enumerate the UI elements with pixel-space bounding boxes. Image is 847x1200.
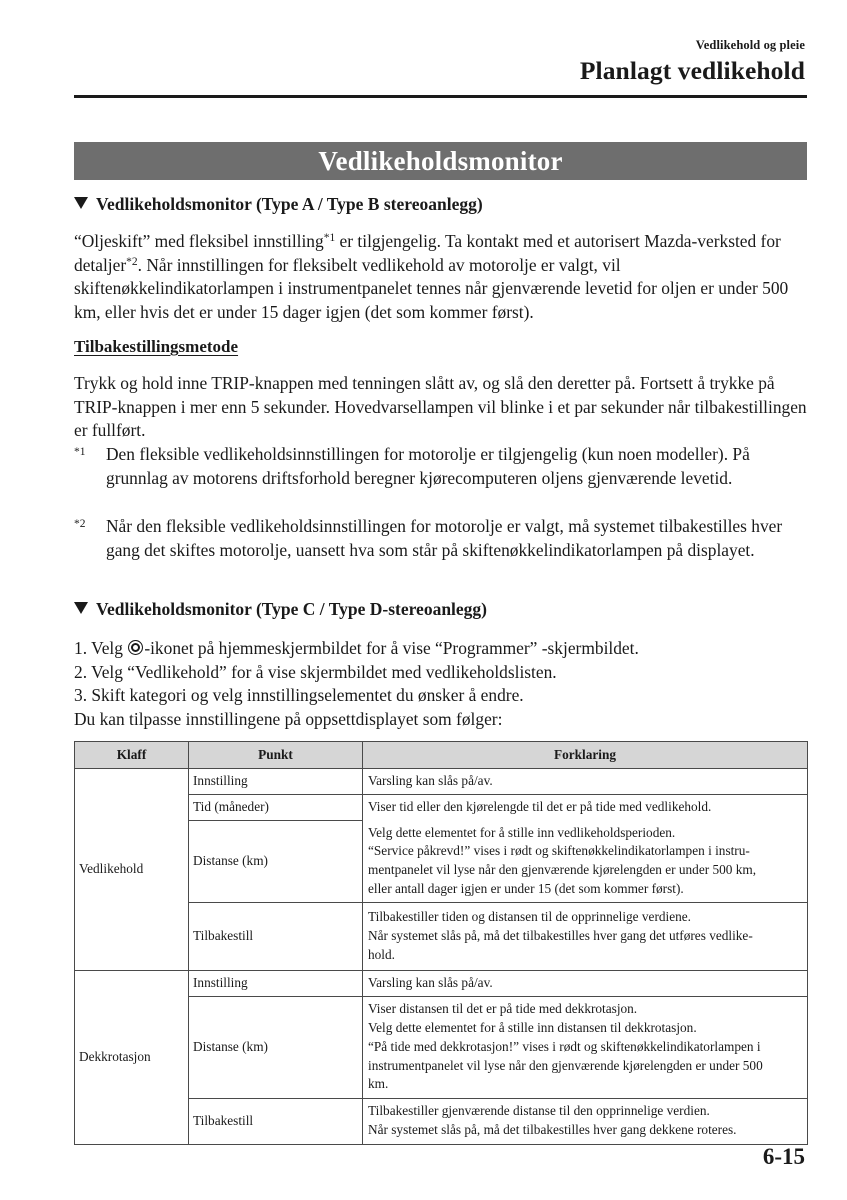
step-3: 3. Skift kategori og velg innstillingselementet du ønsker å endre. xyxy=(74,685,524,705)
section-a-heading xyxy=(74,194,483,215)
step-1-text-a: 1. Velg xyxy=(74,638,128,658)
item-cell: Distanse (km) xyxy=(189,821,363,903)
header-rule xyxy=(74,95,807,98)
explanation-line: Velg dette elementet for å stille inn distansen til dekkrotasjon. xyxy=(368,1019,697,1035)
tab-cell-vedlikehold: Vedlikehold xyxy=(75,769,189,971)
footnote-1-text: Den fleksible vedlikeholdsinnstillingen for motorolje er tilgjengelig (kun noen modeller). På grunnlag av motorens driftsforhold beregner kjørecomputeren oljens gjenværende levetid. xyxy=(106,444,750,488)
col-header-forklaring: Forklaring xyxy=(363,742,808,769)
item-cell: Tilbakestill xyxy=(189,902,363,970)
step-1 xyxy=(74,637,814,661)
intro-part-1: “Oljeskift” med fleksibel innstilling xyxy=(74,231,324,251)
triangle-bullet-icon xyxy=(74,197,88,209)
settings-table xyxy=(74,741,808,1145)
section-a-heading-text: Vedlikeholdsmonitor (Type A / Type B stereoanlegg) xyxy=(96,194,483,214)
explanation-line: Viser distansen til det er på tide med dekkrotasjon. xyxy=(368,1001,638,1017)
table-lead: Du kan tilpasse innstillingene på oppsettdisplayet som følger: xyxy=(74,708,503,729)
explanation-line: Tilbakestiller tiden og distansen til de opprinnelige verdiene. xyxy=(368,908,692,924)
explanation-line: instrumentpanelet vil lyse når den gjenværende kjørelengden er under 500 xyxy=(368,1057,763,1073)
explanation-line: hold. xyxy=(368,946,395,962)
explanation-cell xyxy=(363,769,808,795)
explanation-line: eller antall dager igjen er under 15 (det som kommer først). xyxy=(368,880,684,896)
section-c-heading-text: Vedlikeholdsmonitor (Type C / Type D-stereoanlegg) xyxy=(96,599,488,619)
triangle-bullet-icon xyxy=(74,602,88,614)
footnote-2 xyxy=(74,515,814,562)
explanation-line: Varsling kan slås på/av. xyxy=(368,974,493,990)
page-title: Planlagt vedlikehold xyxy=(579,56,805,85)
footnote-1-mark: *1 xyxy=(74,446,86,458)
explanation-cell xyxy=(363,795,808,821)
reset-text: Trykk og hold inne TRIP-knappen med tenningen slått av, og slå den deretter på. Fortsett å trykke på TRIP-knappen i mer enn 5 sekunder. Hovedvarsellampen vil blinke i et par sekunder når tilbakestillingen er fullført. xyxy=(74,373,807,440)
tab-cell-dekkrotasjon: Dekkrotasjon xyxy=(75,970,189,1144)
footnote-ref-1: *1 xyxy=(323,232,336,244)
step-2: 2. Velg “Vedlikehold” for å vise skjermbildet med vedlikeholdslisten. xyxy=(74,661,557,682)
footnote-ref-2: *2 xyxy=(126,255,138,268)
table-header-row xyxy=(75,742,808,769)
table-row xyxy=(75,970,808,996)
section-banner: Vedlikeholdsmonitor xyxy=(74,142,807,180)
explanation-line: km. xyxy=(368,1076,389,1092)
settings-gear-icon xyxy=(128,640,143,655)
explanation-line: “Service påkrevd!” vises i rødt og skiftenøkkelindikatorlampen i instru- xyxy=(368,843,750,859)
section-c-steps xyxy=(74,637,814,731)
footnote-1 xyxy=(74,443,814,490)
footnote-2-text: Når den fleksible vedlikeholdsinnstillingen for motorolje er valgt, må systemet tilbakestilles hver gang det skiftes motorolje, uansett hva som står på skiftenøkkelindikatorlampen på displayet. xyxy=(106,516,783,560)
section-a-intro xyxy=(74,230,814,324)
item-cell: Tid (måneder) xyxy=(189,795,363,821)
explanation-line: “På tide med dekkrotasjon!” vises i rødt og skiftenøkkelindikatorlampen i xyxy=(368,1038,761,1054)
explanation-cell xyxy=(363,902,808,970)
footnote-2-mark: *2 xyxy=(74,518,86,530)
explanation-line: Tilbakestiller gjenværende distanse til den opprinnelige verdien. xyxy=(368,1103,710,1119)
explanation-cell xyxy=(363,1098,808,1144)
section-c-heading xyxy=(74,599,487,620)
col-header-punkt: Punkt xyxy=(189,742,363,769)
explanation-cell xyxy=(363,821,808,903)
col-header-klaff: Klaff xyxy=(75,742,189,769)
item-cell: Tilbakestill xyxy=(189,1098,363,1144)
explanation-line: mentpanelet vil lyse når den gjenværende kjørelengden er under 500 km, xyxy=(368,862,757,878)
explanation-cell xyxy=(363,970,808,996)
page-number: 6-15 xyxy=(762,1144,805,1169)
explanation-line: Når systemet slås på, må det tilbakestilles hver gang det utføres vedlike- xyxy=(368,927,753,943)
item-cell: Innstilling xyxy=(189,970,363,996)
explanation-line: Varsling kan slås på/av. xyxy=(368,773,493,789)
explanation-cell xyxy=(363,996,808,1098)
header-section: Vedlikehold og pleie xyxy=(695,38,805,52)
intro-part-2: er tilgjengelig. Ta kontakt med et autorisert Mazda-verksted for detaljer xyxy=(74,231,781,275)
explanation-line: Viser tid eller den kjørelengde til det er på tide med vedlikehold. xyxy=(368,799,712,815)
item-cell: Distanse (km) xyxy=(189,996,363,1098)
explanation-line: Når systemet slås på, må det tilbakestilles hver gang dekkene roteres. xyxy=(368,1122,737,1138)
table-row xyxy=(75,769,808,795)
reset-heading: Tilbakestillingsmetode xyxy=(74,337,239,356)
explanation-line: Velg dette elementet for å stille inn vedlikeholdsperioden. xyxy=(368,824,676,840)
intro-part-3: . Når innstillingen for fleksibelt vedlikehold av motorolje er valgt, vil skiftenøkkelindikatorlampen i instrumentpanelet tennes når gjenværende levetid for oljen er under 500 km, eller hvis det er under 15 dager igjen (det som kommer først). xyxy=(74,254,789,322)
step-1-text-b: -ikonet på hjemmeskjermbildet for å vise “Programmer” -skjermbildet. xyxy=(144,638,639,658)
item-cell: Innstilling xyxy=(189,769,363,795)
